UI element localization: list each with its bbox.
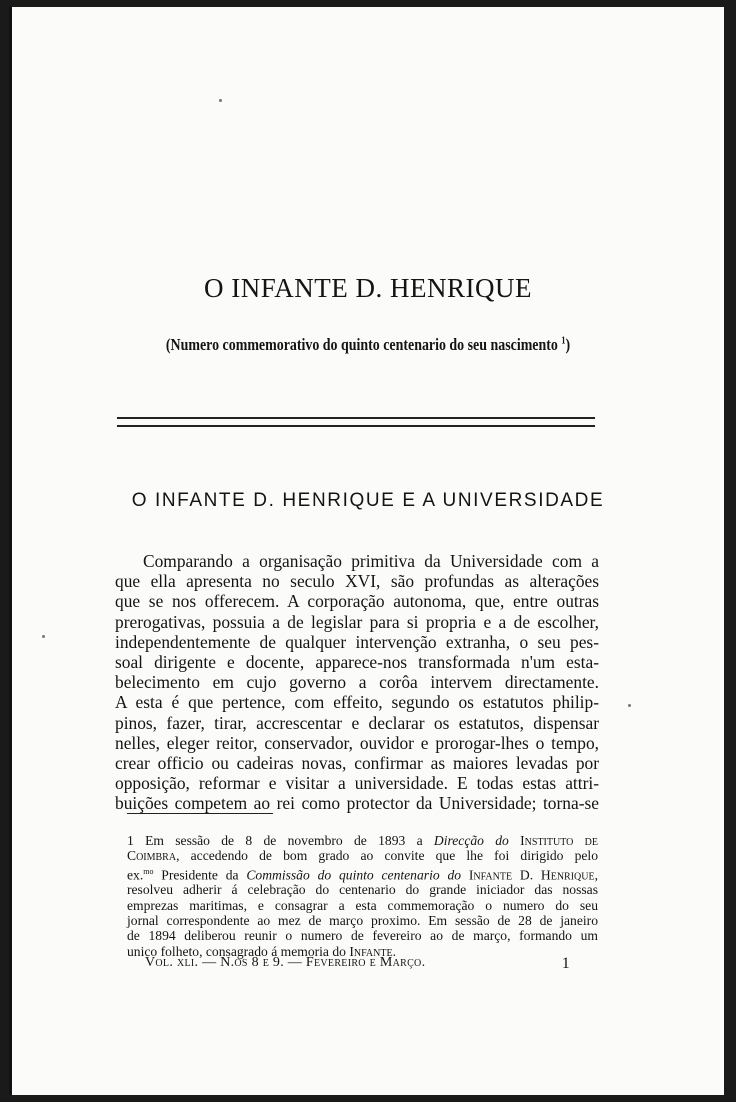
footnote-text: , accedendo de bom grado ao convite que lhe foi dirigido pelo <box>176 848 598 864</box>
footnote-text: Presidente da <box>153 867 247 883</box>
double-rule-bottom <box>117 425 595 427</box>
footnote-text: 1 Em sessão de 8 de novembro de 1893 a <box>127 833 434 848</box>
document-page <box>9 7 724 1095</box>
footnote-line: emprezas maritimas, e consagrar a esta commemoração o numero do seu <box>127 897 598 913</box>
footnote-line: de 1894 deliberou reunir o numero de fevereiro ao de março, formando um <box>127 928 598 944</box>
footnote <box>127 833 598 959</box>
footnote-italic: Direcção do <box>433 833 509 848</box>
footnote-line <box>127 848 598 863</box>
page-number: 1 <box>561 955 570 972</box>
body-paragraph <box>115 551 599 814</box>
paper-speck <box>628 704 631 707</box>
body-line: Comparando a organisação primitiva da Universidade com a <box>143 551 599 571</box>
footnote-smallcaps: Infante D. Henrique, <box>461 867 598 883</box>
body-line: soal dirigente e docente, apparece-nos transformada n'um esta- <box>115 652 599 673</box>
body-line: nelles, eleger reitor, conservador, ouvidor e prorogar-lhes o tempo, <box>115 732 599 753</box>
body-line: crear officio ou cadeiras novas, confirmar as maiores levadas por <box>115 753 599 774</box>
footnote-line <box>127 864 598 883</box>
paper-speck <box>219 99 222 102</box>
subtitle-text: (Numero commemorativo do quinto centenario do seu nascimento <box>165 335 558 354</box>
body-line: pinos, fazer, tirar, accrescentar e declarar os estatutos, dispensar <box>115 712 599 733</box>
double-rule-top <box>117 417 595 419</box>
footnote-separator <box>127 813 273 814</box>
footnote-smallcaps: Coimbra <box>127 848 177 864</box>
body-line: opposição, reformar e visitar a universidade. E todas estas attri- <box>115 773 599 794</box>
footnote-line: resolveu adherir á celebração do centenario do grande iniciador das nossas <box>127 882 598 898</box>
footnote-smallcaps: Infante <box>349 943 393 959</box>
body-line: buições competem ao rei como protector da Universidade; torna-se <box>115 793 599 814</box>
body-line: que se nos offerecem. A corporação autonoma, que, entre outras <box>115 591 599 612</box>
footnote-sup: mo <box>143 866 154 876</box>
footnote-line <box>127 833 598 848</box>
footnote-line: jornal correspondente ao mez de março proximo. Em sessão de 28 de janeiro <box>127 913 598 929</box>
footnote-text: . <box>392 943 396 959</box>
subtitle-close: ) <box>565 335 571 354</box>
page-footer <box>145 955 570 971</box>
paper-speck <box>42 635 45 638</box>
subtitle-footnote-ref: 1 <box>561 335 566 347</box>
body-line: belecimento em cujo governo a corôa intervem directamente. <box>115 672 599 693</box>
body-line: A esta é que pertence, com effeito, segundo os estatutos philip- <box>115 692 599 713</box>
footnote-smallcaps: Instituto de <box>508 833 598 848</box>
footnote-italic: Commissão do quinto centenario do <box>246 867 462 883</box>
footnote-text: ex. <box>127 867 144 883</box>
page-title: O INFANTE D. HENRIQUE <box>204 273 532 303</box>
body-line: que ella apresenta no seculo XVI, são profundas as alterações <box>115 571 599 592</box>
footnote-text: unico folheto, consagrado á memoria do <box>127 943 350 959</box>
body-line: prerogativas, possuia a de legislar para si propria e a de escolher, <box>115 611 599 632</box>
section-heading: O INFANTE D. HENRIQUE E A UNIVERSIDADE <box>131 490 605 511</box>
body-line: independentemente de qualquer intervenção extranha, o seu pes- <box>115 631 599 652</box>
page-subtitle <box>76 335 660 355</box>
volume-info: Vol. xli. — N.os 8 e 9. — Fevereiro e Março. <box>145 955 426 970</box>
